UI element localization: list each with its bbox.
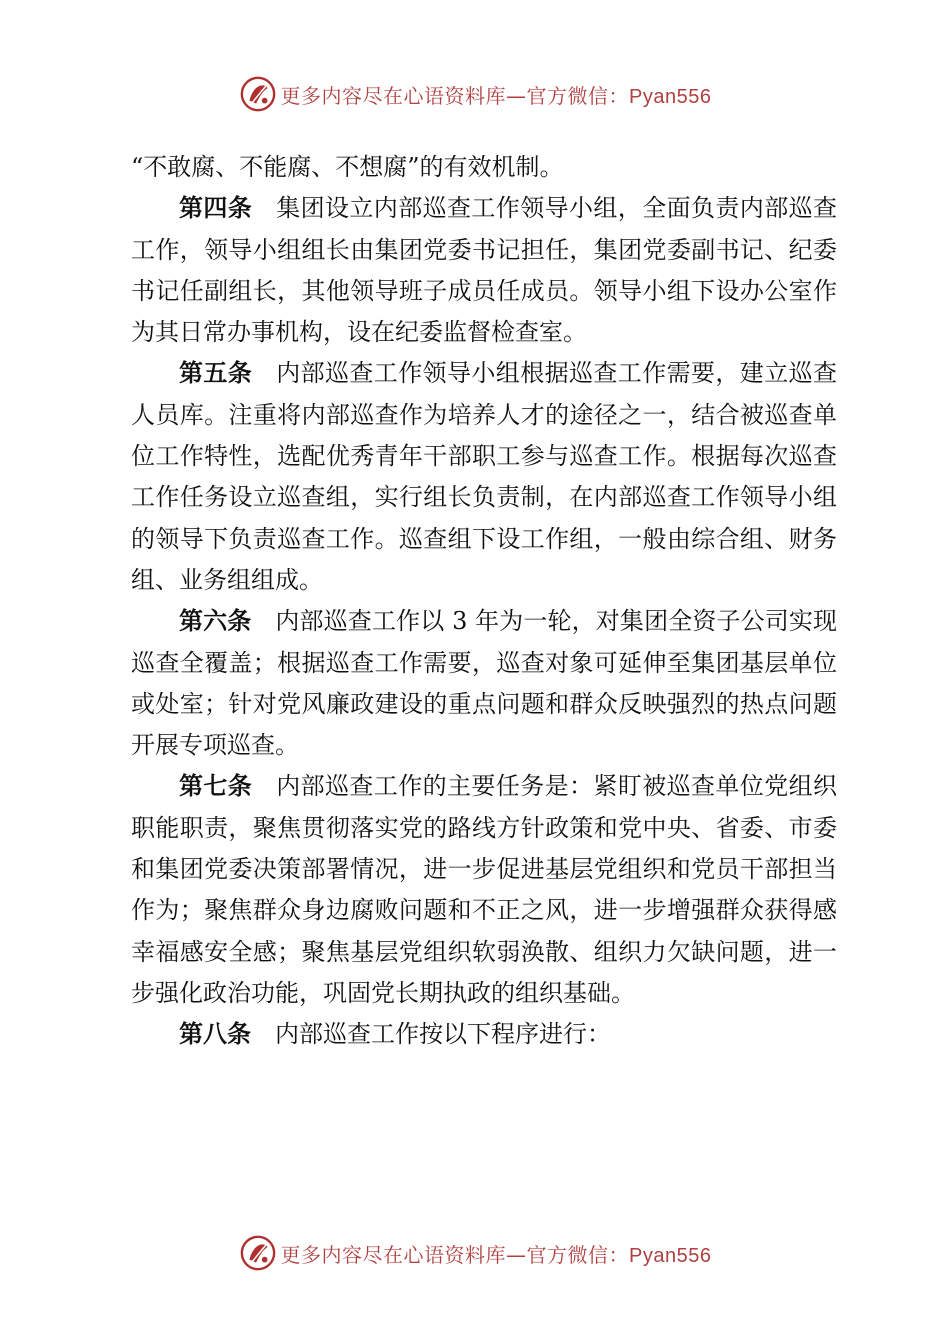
article-title: 第五条 [179, 359, 253, 388]
article-5 [131, 353, 837, 601]
document-body [131, 147, 837, 1056]
header-wechat-id: Pyan556 [629, 85, 712, 108]
article-title: 第六条 [179, 607, 252, 636]
article-4 [131, 188, 837, 353]
article-text: 内部巡查工作的主要任务是：紧盯被巡查单位党组织职能职责，聚焦贯彻落实党的路线方针政策和党中央、省委、市委和集团党委决策部署情况，进一步促进基层党组织和党员干部担当作为；聚焦群众身边腐败问题和不正之风，进一步增强群众获得感幸福感安全感；聚焦基层党组织软弱涣散、组织力欠缺问题，进一步强化政治功能，巩固党长期执政的组织基础。 [131, 772, 838, 1007]
article-text: 内部巡查工作按以下程序进行： [275, 1020, 611, 1049]
header-banner-text: 更多内容尽在心语资料库—官方微信：Pyan556 [280, 83, 712, 108]
article-text: 内部巡查工作以 3 年为一轮，对集团全资子公司实现巡查全覆盖；根据巡查工作需要，巡查对象可延伸至集团基层单位或处室；针对党风廉政建设的重点问题和群众反映强烈的热点问题开展专项巡查。 [131, 607, 838, 760]
article-title: 第八条 [179, 1020, 251, 1049]
article-6 [131, 601, 837, 766]
header-banner [0, 72, 950, 116]
article-title: 第四条 [179, 194, 253, 223]
brand-logo-icon [239, 75, 277, 113]
footer-banner-text: 更多内容尽在心语资料库—官方微信：Pyan556 [280, 1242, 712, 1267]
footer-wechat-id: Pyan556 [629, 1244, 712, 1267]
article-title: 第七条 [179, 772, 253, 801]
article-8 [131, 1014, 837, 1055]
article-7 [131, 766, 837, 1014]
article-text: 集团设立内部巡查工作领导小组，全面负责内部巡查工作，领导小组组长由集团党委书记担任，集团党委副书记、纪委书记任副组长，其他领导班子成员任成员。领导小组下设办公室作为其日常办事机构，设在纪委监督检查室。 [131, 194, 838, 347]
footer-banner [0, 1231, 950, 1275]
article-text: 内部巡查工作领导小组根据巡查工作需要，建立巡查人员库。注重将内部巡查作为培养人才的途径之一，结合被巡查单位工作特性，选配优秀青年干部职工参与巡查工作。根据每次巡查工作任务设立巡查组，实行组长负责制，在内部巡查工作领导小组的领导下负责巡查工作。巡查组下设工作组，一般由综合组、财务组、业务组组成。 [131, 359, 838, 594]
paragraph-continuation: “不敢腐、不能腐、不想腐”的有效机制。 [131, 153, 564, 181]
brand-logo-icon [239, 1234, 277, 1272]
